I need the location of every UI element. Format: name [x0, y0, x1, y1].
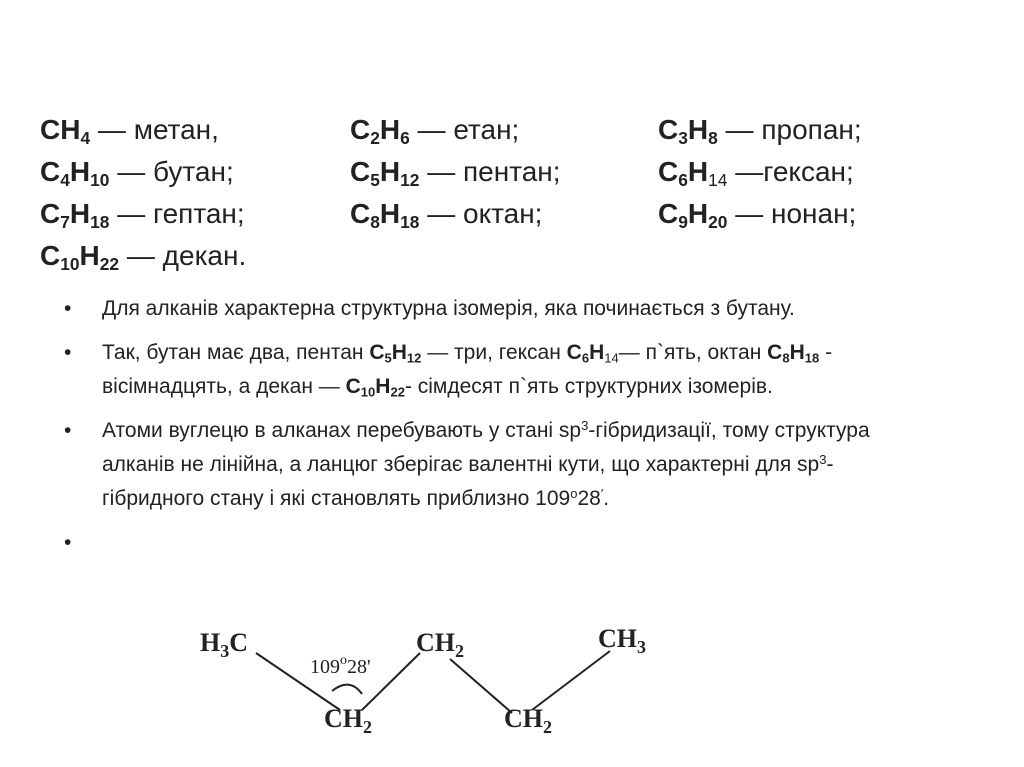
zigzag-chain-diagram [190, 615, 670, 765]
formula: $C_5H_{12}$ [350, 156, 420, 190]
butane-entry [40, 150, 234, 194]
compound-name: пентан; [463, 156, 561, 187]
formula-hexane: $C_6H_{14}$ [566, 341, 619, 366]
bullet-hybridization [64, 414, 904, 516]
compound-name: гексан; [763, 156, 854, 187]
bond-angle-label: 109$^o$28' [310, 653, 371, 678]
formula: $C_9H_{20}$ [658, 198, 728, 232]
compound-name: нонан; [771, 198, 857, 229]
formula: $C_8H_{18}$ [350, 198, 420, 232]
bullet-text: Атоми вуглецю в алканах перебувають у стані $sp^3$-гібридизації, тому структура алканів не лінійна, а ланцюг зберігає валентні кути, що характерні для $sp^3$-гібридного стану і які становлять приблизно 109$^o$28′. [102, 417, 870, 510]
ch2-group-left: $CH_2$ [324, 704, 372, 737]
bullet-text: Так, бутан має два, пентан $C_5H_{12}$ — три, гексан $C_6H_{14}—$ п`ять, октан $C_8H_{18}$ - вісімнадцять, а декан — $C_{10}H_{22}-$ сімдесят п`ять структурних ізомерів. [102, 341, 833, 400]
ch3-group: $CH_3$ [598, 624, 646, 657]
propane-entry [658, 108, 862, 152]
heptane-entry [40, 192, 245, 236]
formula-decane: $C_{10}H_{22}$ [345, 375, 405, 400]
dash: — [409, 114, 454, 145]
bullet-dot: • [64, 419, 72, 442]
bullet-dot: • [64, 531, 72, 554]
dash: — [419, 156, 463, 187]
methane-entry [40, 108, 219, 152]
ch2-group-top: $CH_2$ [416, 628, 464, 661]
ethane-entry [350, 108, 519, 152]
formula: $C_7H_{18}$ [40, 198, 110, 232]
hexane-entry [658, 150, 854, 194]
dash: — [717, 114, 762, 145]
compound-name: октан; [463, 198, 543, 229]
compound-name: декан. [162, 240, 247, 271]
dash: — [109, 198, 153, 229]
ch2-group-right: $CH_2$ [504, 704, 552, 737]
bullet-dot: • [64, 341, 72, 364]
bullet-text: Для алканів характерна структурна ізомерія, яка починається з бутану. [102, 297, 795, 320]
formula: $C_6H_{14}$ [658, 156, 728, 190]
compound-name: пропан; [761, 114, 862, 145]
compound-name: бутан; [153, 156, 234, 187]
compound-name: гептан; [153, 198, 245, 229]
compound-name: метан, [133, 114, 219, 145]
angle-arc [332, 685, 362, 694]
bullet-dot: • [64, 297, 72, 320]
h3c-group: $H_3C$ [200, 628, 249, 661]
nonane-entry [658, 192, 856, 236]
dash: — [727, 198, 771, 229]
bond-line [362, 653, 420, 710]
dash: — [727, 156, 764, 187]
bullet-isomerism [64, 292, 904, 326]
formula: $C_3H_8$ [658, 114, 718, 148]
bond-line [450, 659, 512, 713]
pentane-entry [350, 150, 561, 194]
decane-entry [40, 234, 246, 278]
dash: — [90, 114, 134, 145]
formula: $CH_4$ [40, 114, 91, 148]
formula-pentane: $C_5H_{12}$ [369, 341, 422, 366]
bullet-list [64, 292, 904, 554]
formula-octane: $C_8H_{18}$ [767, 341, 820, 366]
formula: $C_{10}H_{22}$ [40, 240, 120, 274]
bond-line [532, 651, 610, 710]
octane-entry [350, 192, 542, 236]
dash: — [119, 240, 163, 271]
compound-name: етан; [453, 114, 520, 145]
dash: — [109, 156, 153, 187]
bullet-isomer-counts [64, 336, 904, 404]
dash: — [419, 198, 463, 229]
formula: $C_4H_{10}$ [40, 156, 110, 190]
formula: $C_2H_6$ [350, 114, 410, 148]
